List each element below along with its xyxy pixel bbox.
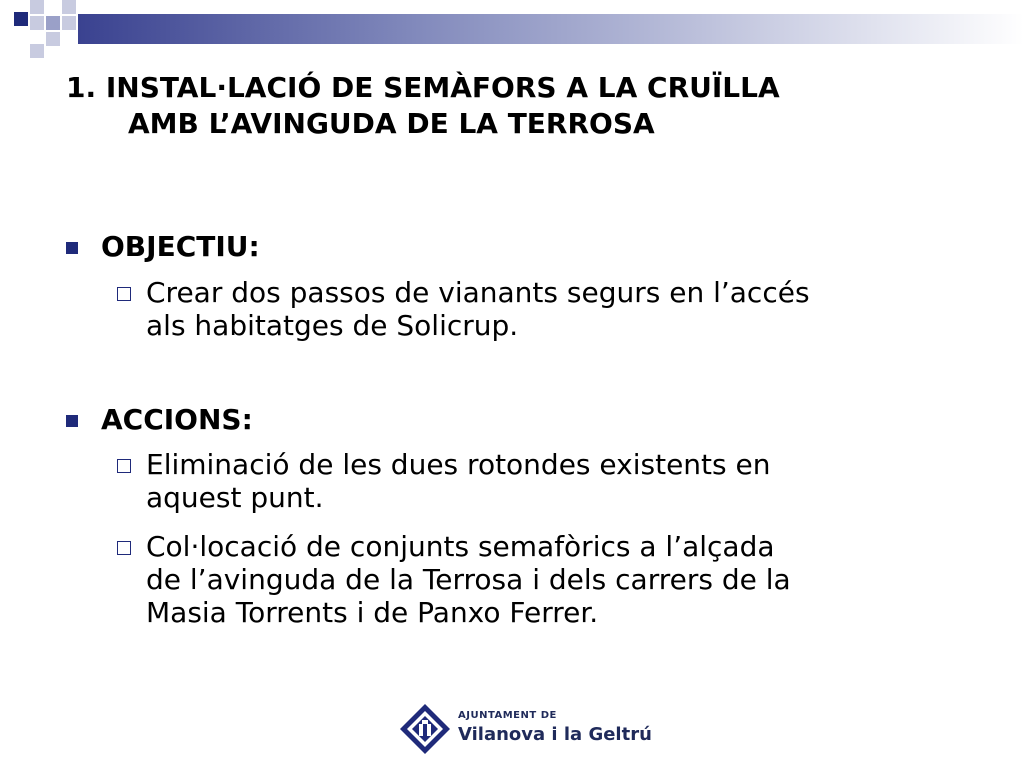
slide-title-line-1: 1. INSTAL·LACIÓ DE SEMÀFORS A LA CRUÏLLA [66,71,780,104]
logo-text-bottom: Vilanova i la Geltrú [458,724,652,745]
list-item [146,448,986,514]
list-item-line: als habitatges de Solicrup. [146,309,519,342]
section-heading-accions: ACCIONS: [101,403,253,436]
list-item-line: Eliminació de les dues rotondes existents en [146,448,771,481]
logo-text-top: AJUNTAMENT DE [458,710,557,721]
section-heading-objectiu: OBJECTIU: [101,230,260,263]
hollow-square-bullet-icon [117,287,131,301]
ajuntament-logo [398,702,652,756]
hollow-square-bullet-icon [117,541,131,555]
slide-title-line-2: AMB L’AVINGUDA DE LA TERROSA [128,107,655,140]
list-item [146,276,986,342]
list-item-line: de l’avinguda de la Terrosa i dels carrers de la [146,563,791,596]
municipal-shield-icon [398,702,452,756]
hollow-square-bullet-icon [117,459,131,473]
filled-square-bullet-icon [66,242,78,254]
list-item-line: aquest punt. [146,481,324,514]
filled-square-bullet-icon [66,415,78,427]
list-item [146,530,986,629]
list-item-line: Crear dos passos de vianants segurs en l’accés [146,276,810,309]
list-item-line: Col·locació de conjunts semafòrics a l’alçada [146,530,775,563]
list-item-line: Masia Torrents i de Panxo Ferrer. [146,596,599,629]
